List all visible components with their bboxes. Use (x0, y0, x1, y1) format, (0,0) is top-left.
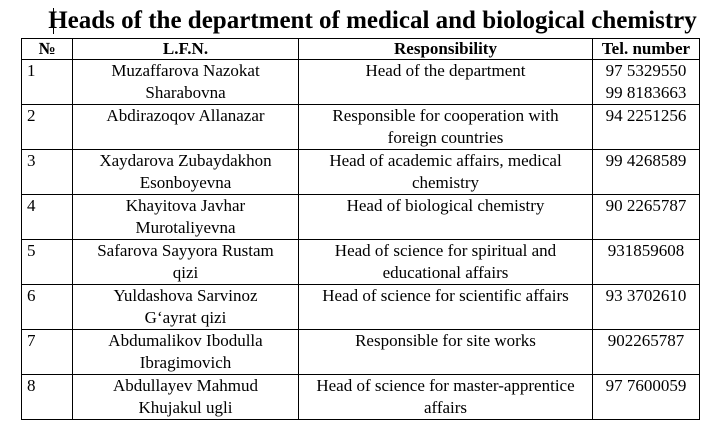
phone-number: 931859608 (607, 241, 685, 260)
row-number: 3 (22, 150, 73, 195)
responsibility-line: foreign countries (387, 128, 504, 147)
phone-number: 902265787 (607, 331, 685, 350)
column-header-responsibility: Responsibility (299, 39, 593, 60)
phone-number: 97 7600059 (605, 376, 687, 395)
phone-cell (593, 375, 700, 420)
phone-cell (593, 60, 700, 105)
person-name-line: Khujakul ugli (138, 398, 233, 417)
person-name-line: qizi (172, 263, 199, 282)
responsibility-cell (299, 105, 593, 150)
person-name (73, 240, 299, 285)
phone-number: 93 3702610 (605, 286, 687, 305)
row-number: 5 (22, 240, 73, 285)
table-row (22, 195, 700, 240)
responsibility-line: educational affairs (382, 263, 509, 282)
phone-cell (593, 240, 700, 285)
row-number: 2 (22, 105, 73, 150)
responsibility-line: Head of academic affairs, medical (329, 151, 562, 170)
responsibility-line: Head of science for spiritual and (334, 241, 557, 260)
table-row (22, 375, 700, 420)
person-name-line: Safarova Sayyora Rustam (97, 241, 274, 260)
person-name-line: Muzaffarova Nazokat (111, 61, 260, 80)
person-name (73, 330, 299, 375)
person-name (73, 375, 299, 420)
person-name (73, 60, 299, 105)
person-name-line: Murotaliyevna (135, 218, 236, 237)
table-row (22, 60, 700, 105)
person-name-line: G‘ayrat qizi (144, 308, 227, 327)
person-name-line: Abdumalikov Ibodulla (108, 331, 263, 350)
phone-cell (593, 330, 700, 375)
phone-cell (593, 150, 700, 195)
row-number: 1 (22, 60, 73, 105)
table-row (22, 150, 700, 195)
phone-number: 99 8183663 (605, 83, 687, 102)
responsibility-line: Responsible for cooperation with (332, 106, 559, 125)
column-header-number: № (22, 39, 73, 60)
table-row (22, 330, 700, 375)
person-name (73, 195, 299, 240)
column-header-phone: Tel. number (593, 39, 700, 60)
responsibility-line: affairs (423, 398, 468, 417)
person-name-line: Abdullayev Mahmud (113, 376, 258, 395)
person-name (73, 150, 299, 195)
responsibility-line: chemistry (411, 173, 480, 192)
person-name-line: Xaydarova Zubaydakhon (99, 151, 272, 170)
responsibility-cell (299, 60, 593, 105)
responsibility-cell (299, 285, 593, 330)
responsibility-cell (299, 375, 593, 420)
staff-table-body (22, 60, 700, 420)
table-row (22, 105, 700, 150)
phone-cell (593, 105, 700, 150)
responsibility-cell (299, 330, 593, 375)
person-name-line: Abdirazoqov Allanazar (106, 106, 265, 125)
responsibility-line: Head of science for scientific affairs (322, 286, 569, 305)
responsibility-line: Responsible for site works (355, 331, 536, 350)
responsibility-line: Head of the department (365, 61, 526, 80)
row-number: 4 (22, 195, 73, 240)
phone-number: 94 2251256 (605, 106, 687, 125)
row-number: 6 (22, 285, 73, 330)
person-name (73, 285, 299, 330)
person-name-line: Khayitova Javhar (125, 196, 246, 215)
responsibility-line: Head of biological chemistry (346, 196, 545, 215)
responsibility-cell (299, 195, 593, 240)
table-header-row (22, 39, 700, 60)
phone-number: 97 5329550 (605, 61, 687, 80)
person-name-line: Ibragimovich (139, 353, 232, 372)
table-row (22, 240, 700, 285)
row-number: 7 (22, 330, 73, 375)
person-name (73, 105, 299, 150)
responsibility-cell (299, 240, 593, 285)
phone-number: 99 4268589 (605, 151, 687, 170)
staff-table (21, 38, 700, 420)
row-number: 8 (22, 375, 73, 420)
phone-cell (593, 285, 700, 330)
person-name-line: Sharabovna (145, 83, 226, 102)
person-name-line: Esonboyevna (139, 173, 232, 192)
phone-number: 90 2265787 (605, 196, 687, 215)
page-title: Heads of the department of medical and biological chemistry (48, 7, 697, 34)
person-name-line: Yuldashova Sarvinoz (113, 286, 258, 305)
phone-cell (593, 195, 700, 240)
responsibility-line: Head of science for master-apprentice (316, 376, 575, 395)
column-header-name: L.F.N. (73, 39, 299, 60)
responsibility-cell (299, 150, 593, 195)
table-row (22, 285, 700, 330)
